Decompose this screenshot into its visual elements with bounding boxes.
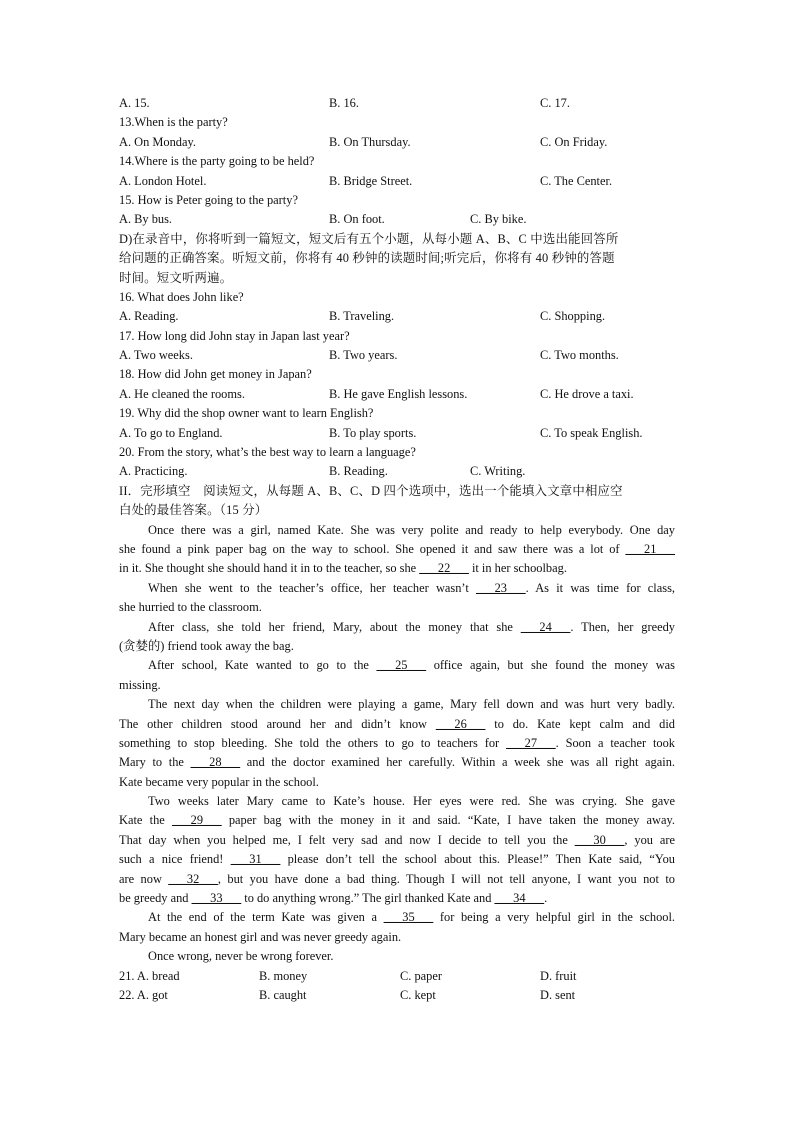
passage-p4-line1 bbox=[119, 656, 675, 675]
q18-option-c[interactable]: C. He drove a taxi. bbox=[540, 386, 634, 401]
passage-text: such a nice friend! bbox=[119, 852, 231, 867]
section-d-instruction-line3: 时间。短文听两遍。 bbox=[119, 270, 233, 285]
blank-30[interactable]: ___30___ bbox=[574, 832, 625, 847]
q17-question: 17. How long did John stay in Japan last year? bbox=[119, 328, 350, 343]
q20-option-a[interactable]: A. Practicing. bbox=[119, 464, 188, 479]
passage-p2-line2: she hurried to the classroom. bbox=[119, 600, 262, 615]
q20-options bbox=[119, 462, 675, 481]
passage-text: and the doctor examined her carefully. Within a week she was all right again. bbox=[240, 755, 675, 770]
q13-option-a[interactable]: A. On Monday. bbox=[119, 134, 196, 149]
passage-text: she found a pink paper bag on the way to school. She opened it and saw there was a lot of bbox=[119, 541, 626, 556]
blank-33[interactable]: ___33___ bbox=[191, 891, 242, 906]
passage-p7-line2: Mary became an honest girl and was never greedy again. bbox=[119, 929, 402, 944]
passage-text: in it. She thought she should hand it in to the teacher, so she bbox=[119, 561, 420, 576]
exam-page bbox=[119, 94, 675, 1005]
q18-options bbox=[119, 385, 675, 404]
passage-text: After class, she told her friend, Mary, about the money that she bbox=[148, 619, 521, 634]
q14-options bbox=[119, 172, 675, 191]
q17-options bbox=[119, 346, 675, 365]
blank-27[interactable]: ___27___ bbox=[506, 735, 556, 750]
passage-p5-line2 bbox=[119, 715, 675, 734]
q21-option-d[interactable]: D. fruit bbox=[540, 968, 577, 983]
q13-options bbox=[119, 133, 675, 152]
passage-text: please don’t tell the school about this. Please!” Then Kate said, “You bbox=[280, 852, 676, 867]
q20-option-c[interactable]: C. Writing. bbox=[470, 464, 526, 479]
q13-question: 13.When is the party? bbox=[119, 115, 228, 130]
passage-text: . As it was time for class, bbox=[525, 580, 675, 595]
passage-text: to do. Kate kept calm and did bbox=[485, 716, 675, 731]
passage-text: That day when you helped me, I felt very sad and now I decide to tell you the bbox=[119, 832, 575, 847]
q16-question: 16. What does John like? bbox=[119, 289, 244, 304]
passage-text: . Then, her greedy bbox=[570, 619, 675, 634]
passage-text: , but you have done a bad thing. Though I will not tell anyone, I want you not to bbox=[217, 871, 675, 886]
passage-p7-line1 bbox=[119, 908, 675, 927]
blank-29[interactable]: ___29___ bbox=[172, 813, 222, 828]
q13-option-b[interactable]: B. On Thursday. bbox=[329, 134, 411, 149]
passage-text: to do anything wrong.” The girl thanked Kate and bbox=[241, 891, 495, 906]
q15-option-b[interactable]: B. On foot. bbox=[329, 212, 385, 227]
q14-option-a[interactable]: A. London Hotel. bbox=[119, 173, 207, 188]
passage-text: are now bbox=[119, 871, 169, 886]
passage-text: . Soon a teacher took bbox=[555, 735, 675, 750]
q22-option-c[interactable]: C. kept bbox=[400, 987, 436, 1002]
q19-options bbox=[119, 424, 675, 443]
blank-23[interactable]: ___23___ bbox=[476, 580, 526, 595]
q18-option-b[interactable]: B. He gave English lessons. bbox=[329, 386, 468, 401]
passage-text: When she went to the teacher’s office, her teacher wasn’t bbox=[148, 580, 476, 595]
passage-p2-line1 bbox=[119, 579, 675, 598]
q14-option-c[interactable]: C. The Center. bbox=[540, 173, 613, 188]
q20-option-b[interactable]: B. Reading. bbox=[329, 464, 388, 479]
passage-p5-line1: The next day when the children were playing a game, Mary fell down and was hurt very badly. bbox=[148, 697, 675, 712]
q17-option-a[interactable]: A. Two weeks. bbox=[119, 348, 193, 363]
q19-question: 19. Why did the shop owner want to learn English? bbox=[119, 406, 374, 421]
passage-p6-line5 bbox=[119, 870, 675, 889]
q22-option-b[interactable]: B. caught bbox=[259, 987, 307, 1002]
q22-option-a[interactable]: 22. A. got bbox=[119, 987, 168, 1002]
q15-options bbox=[119, 210, 675, 229]
q16-option-b[interactable]: B. Traveling. bbox=[329, 309, 395, 324]
q17-option-c[interactable]: C. Two months. bbox=[540, 348, 619, 363]
q21-option-a[interactable]: 21. A. bread bbox=[119, 968, 180, 983]
q18-question: 18. How did John get money in Japan? bbox=[119, 367, 312, 382]
passage-p1-line3 bbox=[119, 559, 675, 578]
blank-31[interactable]: ___31___ bbox=[230, 852, 281, 867]
q12-option-a[interactable]: A. 15. bbox=[119, 96, 150, 110]
section-d-instruction-line2: 给问题的正确答案。听短文前，你将有 40 秒钟的读题时间;听完后，你将有 40 秒钟的答题 bbox=[119, 251, 615, 266]
blank-28[interactable]: ___28___ bbox=[190, 755, 241, 770]
passage-text: Mary to the bbox=[119, 755, 191, 770]
blank-35[interactable]: ___35___ bbox=[383, 910, 434, 925]
passage-text: The other children stood around her and didn’t know bbox=[119, 716, 436, 731]
passage-p1-line1: Once there was a girl, named Kate. She was very polite and ready to help everybody. One day bbox=[148, 522, 675, 537]
q21-options bbox=[119, 967, 675, 986]
passage-p4-line2: missing. bbox=[119, 677, 161, 692]
passage-p6-line6 bbox=[119, 889, 675, 908]
q18-option-a[interactable]: A. He cleaned the rooms. bbox=[119, 386, 245, 401]
passage-text: something to stop bleeding. She told the others to go to teachers for bbox=[119, 735, 507, 750]
q21-option-c[interactable]: C. paper bbox=[400, 968, 442, 983]
q19-option-a[interactable]: A. To go to England. bbox=[119, 425, 223, 440]
q15-option-a[interactable]: A. By bus. bbox=[119, 212, 173, 227]
q19-option-c[interactable]: C. To speak English. bbox=[540, 425, 643, 440]
q19-option-b[interactable]: B. To play sports. bbox=[329, 425, 417, 440]
passage-p8-line1: Once wrong, never be wrong forever. bbox=[148, 949, 334, 964]
q17-option-b[interactable]: B. Two years. bbox=[329, 348, 398, 363]
q14-option-b[interactable]: B. Bridge Street. bbox=[329, 173, 413, 188]
section-2-instruction-line2: 白处的最佳答案。（15 分） bbox=[119, 503, 268, 518]
passage-p6-line2 bbox=[119, 811, 675, 830]
passage-text: Kate the bbox=[119, 813, 173, 828]
passage-text: for being a very helpful girl in the school. bbox=[433, 910, 676, 925]
q13-option-c[interactable]: C. On Friday. bbox=[540, 134, 608, 149]
passage-text: it in her schoolbag. bbox=[468, 561, 567, 576]
blank-34[interactable]: ___34___ bbox=[494, 891, 545, 906]
q12-option-c[interactable]: C. 17. bbox=[540, 96, 570, 110]
passage-p6-line4 bbox=[119, 850, 675, 869]
q16-option-a[interactable]: A. Reading. bbox=[119, 309, 179, 324]
blank-25[interactable]: ___25___ bbox=[376, 658, 427, 673]
passage-text: . bbox=[544, 891, 548, 906]
passage-p3-line1 bbox=[119, 618, 675, 637]
q22-option-d[interactable]: D. sent bbox=[540, 987, 576, 1002]
blank-22[interactable]: ___22___ bbox=[419, 561, 469, 576]
passage-text: After school, Kate wanted to go to the bbox=[148, 658, 377, 673]
passage-p5-line3 bbox=[119, 734, 675, 753]
passage-p1-line2 bbox=[119, 540, 675, 559]
q14-question: 14.Where is the party going to be held? bbox=[119, 154, 315, 169]
q22-options bbox=[119, 986, 675, 1005]
passage-text: , you are bbox=[624, 832, 675, 847]
passage-text: office again, but she found the money was bbox=[426, 658, 675, 673]
blank-24[interactable]: ___24___ bbox=[520, 619, 571, 634]
passage-p6-line3 bbox=[119, 831, 675, 850]
passage-p5-line4 bbox=[119, 753, 675, 772]
passage-text: At the end of the term Kate was given a bbox=[148, 910, 384, 925]
passage-text: paper bag with the money in it and said. “Kate, I have taken the money away. bbox=[221, 813, 675, 828]
q20-question: 20. From the story, what’s the best way to learn a language? bbox=[119, 445, 416, 460]
passage-p6-line1: Two weeks later Mary came to Kate’s house. Her eyes were red. She was crying. She gave bbox=[148, 794, 675, 809]
passage-p3-line2: (贪婪的) friend took away the bag. bbox=[119, 638, 294, 653]
q21-option-b[interactable]: B. money bbox=[259, 968, 308, 983]
q12-option-b[interactable]: B. 16. bbox=[329, 96, 359, 110]
q16-option-c[interactable]: C. Shopping. bbox=[540, 309, 606, 324]
blank-21[interactable]: ___21___ bbox=[625, 541, 675, 556]
q15-question: 15. How is Peter going to the party? bbox=[119, 192, 298, 207]
q16-options bbox=[119, 307, 675, 326]
blank-26[interactable]: ___26___ bbox=[435, 716, 486, 731]
blank-32[interactable]: ___32___ bbox=[168, 871, 218, 886]
q12-options bbox=[119, 94, 675, 113]
section-d-instruction-line1: D)在录音中，你将听到一篇短文，短文后有五个小题，从每小题 A、B、C 中选出能回答所 bbox=[119, 231, 619, 246]
passage-text: be greedy and bbox=[119, 891, 192, 906]
section-2-instruction-line1: II．完形填空 阅读短文，从每题 A、B、C、D 四个选项中，选出一个能填入文章中相应空 bbox=[119, 483, 623, 498]
passage-p5-line5: Kate became very popular in the school. bbox=[119, 774, 319, 789]
q15-option-c[interactable]: C. By bike. bbox=[470, 212, 527, 227]
